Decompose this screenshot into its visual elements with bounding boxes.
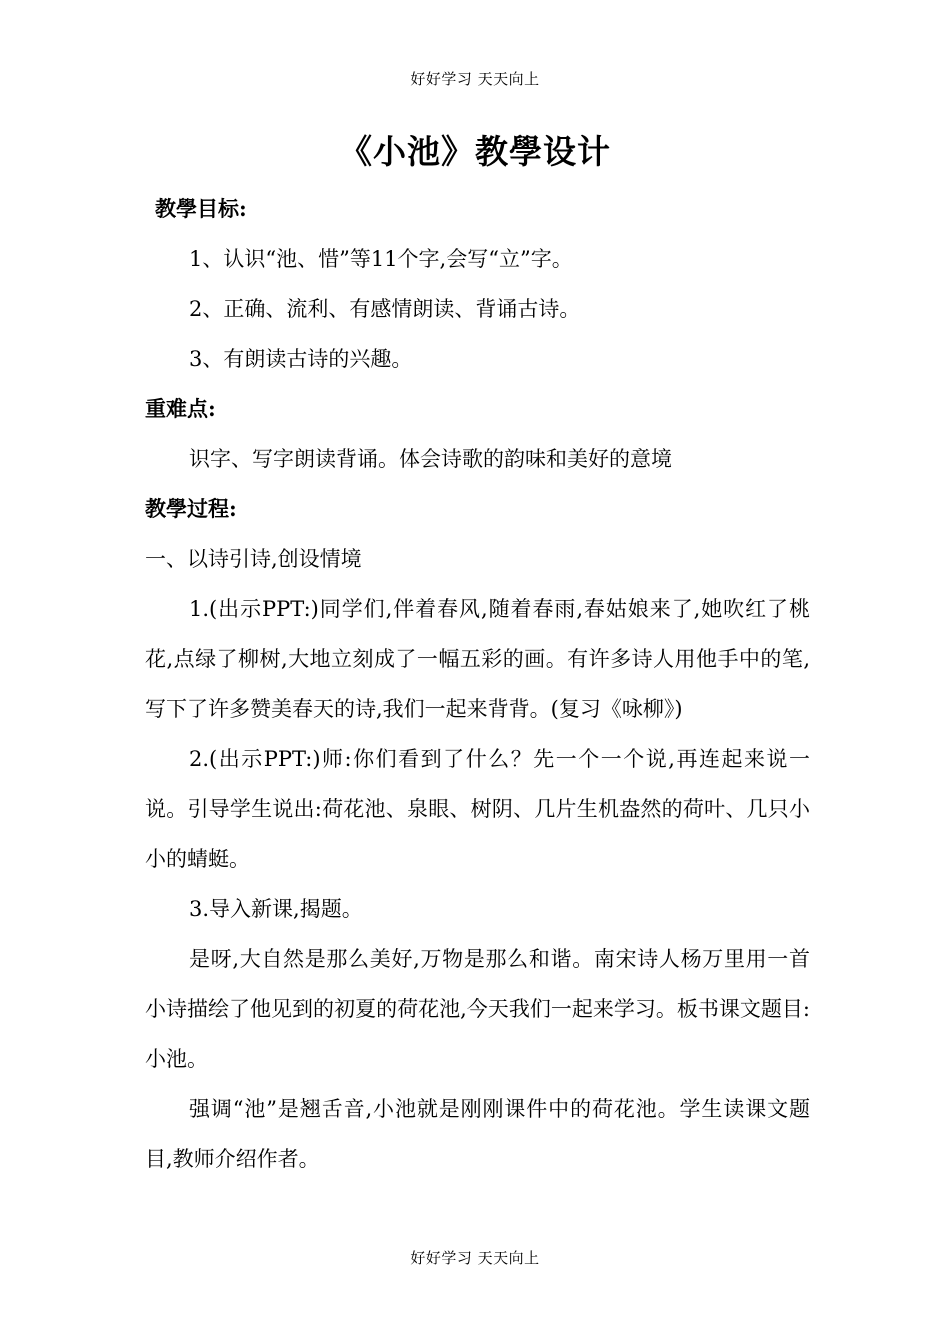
section-heading-objectives: 教學目标:: [155, 196, 247, 221]
key-points-text: 识字、写字朗读背诵。体会诗歌的韵味和美好的意境: [189, 447, 672, 471]
process-step-heading: 一、以诗引诗,创设情境: [145, 547, 362, 571]
body-paragraph: 1.(出示PPT:)同学们,伴着春风,随着春雨,春姑娘来了,她吹红了桃花,点绿了柳树,大地立刻成了一幅五彩的画。有许多诗人用他手中的笔,写下了许多赞美春天的诗,我们一起来背背。(复习《咏柳》): [145, 597, 810, 721]
page-footer: 好好学习 天天向上: [410, 1249, 540, 1267]
objective-item: 3、有朗读古诗的兴趣。: [189, 347, 413, 371]
section-heading-key-points: 重难点:: [145, 396, 216, 421]
section-heading-process: 教學过程:: [145, 496, 237, 521]
objective-item: 2、正确、流利、有感情朗读、背诵古诗。: [189, 297, 581, 321]
objective-item: 1、认识“池、惜”等11个字,会写“立”字。: [189, 247, 573, 271]
body-paragraph: 2.(出示PPT:)师:你们看到了什么？先一个一个说,再连起来说一说。引导学生说出:荷花池、泉眼、树阴、几片生机盎然的荷叶、几只小小的蜻蜓。: [145, 747, 810, 871]
body-paragraph: 是呀,大自然是那么美好,万物是那么和谐。南宋诗人杨万里用一首小诗描绘了他见到的初夏的荷花池,今天我们一起来学习。板书课文题目:小池。: [145, 947, 810, 1071]
body-paragraph: 强调“池”是翘舌音,小池就是刚刚课件中的荷花池。学生读课文题目,教师介绍作者。: [145, 1097, 810, 1171]
document-body: [145, 184, 810, 1184]
page-header: 好好学习 天天向上: [410, 70, 540, 88]
document-title: 《小池》教學设计: [339, 132, 611, 171]
body-paragraph: 3.导入新课,揭题。: [189, 897, 363, 921]
